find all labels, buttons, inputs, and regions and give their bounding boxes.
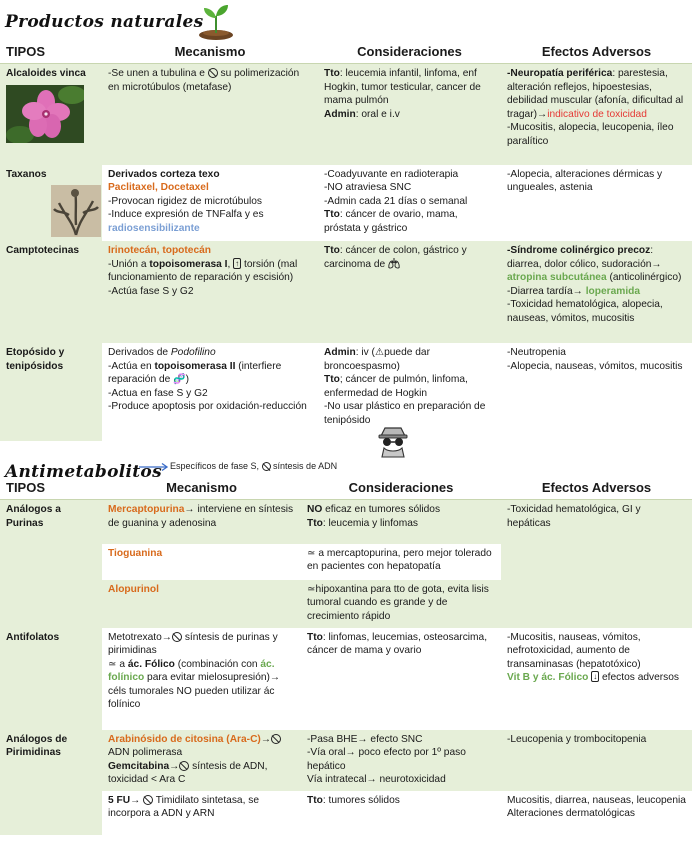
text: -Produce apoptosis por oxidación-reducción [108, 401, 307, 413]
row-consideraciones [301, 730, 501, 791]
text: ≃ a [108, 658, 128, 670]
text: : linfomas, leucemias, osteosarcima, cáncer de mama y ovario [307, 631, 488, 657]
block-icon [262, 462, 271, 471]
text: NO [307, 504, 323, 515]
text: loperamida [585, 285, 641, 297]
row-consideraciones [301, 500, 501, 544]
text: : leucemia infantil, linfoma, enf Hogkin, tumor testicular, cancer de mama pulmón [324, 68, 481, 107]
text: ; cáncer de pulmón, linfoma, enfermedad de Hogkin [324, 374, 468, 399]
text: Específicos de fase S, [170, 461, 262, 471]
text: -Induce expresión de TNFalfa y es [108, 209, 264, 221]
row-efectos [501, 165, 692, 242]
row-mecanismo [102, 580, 301, 628]
row-tipo: Antifolatos [0, 628, 102, 730]
text: Admin [324, 347, 356, 359]
text: Derivados de [108, 347, 171, 359]
header-efectos: Efectos Adversos [501, 476, 692, 500]
text: Admin [324, 108, 356, 120]
section-title-antimetabolitos: Antimetabolitos [5, 462, 162, 482]
tipo-label: Taxanos [6, 168, 47, 180]
text: Podofilino [170, 347, 216, 359]
header-mecanismo: Mecanismo [102, 476, 301, 500]
header-consideraciones: Consideraciones [318, 40, 501, 64]
sprout-icon [196, 2, 236, 40]
text: -Actúa fase S y G2 [108, 285, 194, 297]
row-efectos [501, 64, 692, 165]
productos-naturales-table [0, 40, 692, 441]
text: -Mucositis, alopecia, leucopenia, íleo paralítico [507, 122, 674, 147]
row-mecanismo [102, 165, 318, 242]
row-consideraciones [301, 628, 501, 730]
text: -Neuropatía periférica [507, 68, 613, 79]
tree-figure-image [51, 185, 101, 237]
text: Tto [307, 517, 323, 529]
text: (anticolinérgico) [606, 272, 682, 284]
row-tipo [0, 165, 102, 242]
header-tipos: TIPOS [0, 40, 102, 64]
antimetabolitos-table [0, 476, 692, 835]
text: → [260, 733, 272, 745]
text: : iv ( [355, 347, 375, 359]
text: eficaz en tumores sólidos [322, 504, 441, 515]
row-mecanismo [102, 791, 301, 835]
text: : cáncer de ovario, mama, próstata y gástrico [324, 209, 458, 234]
text: -Pasa BHE→ efecto SNC [307, 733, 423, 745]
table-row [0, 343, 692, 441]
row-efectos [501, 628, 692, 730]
row-consideraciones: ≃ a mercaptopurina, pero mejor tolerado en pacientes con hepatopatía [301, 544, 501, 580]
row-consideraciones [301, 791, 501, 835]
text: Paclitaxel, Docetaxel [108, 182, 209, 194]
text: -Neutropenia [507, 347, 566, 359]
text: -Actua en fase S y G2 [108, 387, 208, 399]
text: Mercaptopurina [108, 504, 185, 515]
text: -Alopecia, alteraciones dérmicas y unguеales, astenia [507, 168, 663, 194]
text: Tto [324, 68, 340, 79]
text: topoisomerasa I [149, 258, 228, 270]
header-tipos: TIPOS [0, 476, 102, 500]
row-tipo: Análogos a Purinas [0, 500, 102, 628]
text: Vía intratecal→ neurotoxicidad [307, 774, 446, 786]
text: : leucemia y linfomas [322, 517, 418, 529]
arrow-line [138, 462, 170, 472]
text: puede dar broncoespasmo) [324, 347, 430, 372]
text: Arabinósido de citosina (Ara-C) [108, 733, 261, 745]
header-efectos: Efectos Adversos [501, 40, 692, 64]
text: -Actúa en [108, 360, 155, 372]
row-consideraciones: ≃hipoxantina para tto de gota, evita lisis tumoral cuando es grande y de crecimiento rápido [301, 580, 501, 628]
row-efectos: -Toxicidad hematológica, GI y hepáticas [501, 500, 692, 628]
header-consideraciones: Consideraciones [301, 476, 501, 500]
text: Irinotecán, topotecán [108, 245, 212, 257]
row-mecanismo [102, 730, 301, 791]
text: síntesis de ADN, toxicidad < Ara C [108, 760, 268, 786]
table-row [0, 730, 692, 791]
row-consideraciones [318, 241, 501, 343]
text: ADN polimerasa [108, 747, 183, 759]
table-row [0, 628, 692, 730]
text: -Mucositis, nauseas, vómitos, nefrotoxicidad, aumento de transaminasas (hepatotóxico) [507, 631, 641, 670]
text: radiosensibilizante [108, 222, 200, 234]
row-consideraciones [318, 165, 501, 242]
text: Tioguanina [108, 547, 163, 559]
row-efectos: -Leucopenia y trombocitopenia [501, 730, 692, 791]
table-row [0, 500, 692, 544]
text: torsión (mal funcionamiento de reparación y escisión) [108, 258, 298, 284]
row-efectos [501, 241, 692, 343]
text: -Unión a [108, 258, 150, 270]
text: Tto [324, 245, 340, 257]
text: -Diarrea tardía→ [507, 285, 586, 297]
text: síntesis de purinas y pirimidinas [108, 631, 278, 657]
row-mecanismo [102, 544, 301, 580]
text: -Admin cada 21 días o semanal [324, 195, 468, 207]
text: : cáncer de colon, gástrico y carcinoma de [324, 245, 467, 270]
text: Alopurinol [108, 583, 159, 595]
text: su polimerización en microtúbulos (metafase) [108, 68, 300, 93]
row-consideraciones [318, 64, 501, 165]
text: Tto [324, 209, 340, 221]
text: -Vía oral→ poco efecto por 1º paso hepático [307, 747, 466, 772]
text: -NO atraviesa SNC [324, 182, 412, 194]
block-icon [172, 632, 182, 642]
text: -Alopecia, nauseas, vómitos, mucositis [507, 360, 683, 372]
text: 5 FU [108, 794, 131, 806]
table-row [0, 165, 692, 242]
row-tipo: Camptotecinas [0, 241, 102, 343]
row-mecanismo [102, 343, 318, 441]
table-row [0, 791, 692, 835]
block-icon [179, 761, 189, 771]
text: ác. Fólico [127, 658, 175, 670]
text: (interfiere reparación de [108, 360, 282, 386]
text: (combinación con [174, 658, 261, 670]
text: : parestesia, alteración reflejos, hipoestesias, debilidad muscular (afonía, dificultad al tragar)→ [507, 68, 684, 120]
text: -Provocan rigidez de microtúbulos [108, 195, 263, 207]
text: ác. folínico [108, 658, 275, 684]
table-row [0, 241, 692, 343]
text: Vit B y ác. Fólico [507, 672, 589, 684]
text: -Coadyuvante en radioterapia [324, 168, 459, 180]
arrow-up-box-icon: ↑ [235, 258, 240, 268]
block-icon [271, 734, 281, 744]
text: → [130, 794, 141, 806]
text: atropina subcutánea [507, 272, 607, 284]
text: Tto [324, 374, 340, 386]
text: Gemcitabina [108, 760, 170, 772]
section-note [170, 461, 337, 471]
row-tipo: Análogos de Pirimidinas [0, 730, 102, 835]
section-title-productos: Productos naturales [5, 12, 204, 32]
text: Derivados corteza texo [108, 168, 220, 180]
text: topoisomerasa II [154, 360, 236, 372]
text: , [227, 258, 234, 270]
text: Tto [307, 794, 323, 806]
text: -Se unen a tubulina e [108, 68, 208, 79]
row-tipo: Etopósido y tenipósidos [0, 343, 102, 441]
lungs-icon [388, 258, 400, 269]
text: → [169, 760, 180, 772]
warning-icon: ⚠ [374, 347, 385, 359]
text: síntesis de ADN [270, 461, 338, 471]
tipo-label: Alcaloides vinca [6, 68, 86, 79]
table-row [0, 64, 692, 165]
dna-icon: 🧬 [173, 374, 186, 386]
text: para evitar mielosupresión)→ céls tumorales NO pueden utilizar ác folínico [108, 672, 281, 711]
row-efectos: Mucositis, diarrea, nauseas, leucopenia Alteraciones dermatológicas [501, 791, 692, 835]
text: : diarrea, dolor cólico, sudoración→ [507, 245, 662, 270]
block-icon [143, 795, 153, 805]
block-icon [208, 68, 218, 78]
row-efectos [501, 343, 692, 441]
spy-icon [376, 424, 410, 458]
text: efectos adversos [599, 672, 680, 684]
text: -Toxicidad hematológica, alopecia, nauseas, vómitos, mucositis [507, 299, 663, 325]
row-tipo [0, 64, 102, 165]
text: Metotrexato→ [108, 631, 172, 643]
row-mecanismo [102, 628, 301, 730]
text: : tumores sólidos [322, 794, 400, 806]
text: → interviene en síntesis de guanina y adenosina [108, 504, 294, 529]
text: indicativo de toxicidad [547, 108, 647, 120]
row-mecanismo [102, 64, 318, 165]
text: -No usar plástico en preparación de tenipósido [324, 401, 486, 427]
row-mecanismo [102, 241, 318, 343]
text: Tto [307, 631, 323, 643]
text: -Síndrome colinérgico precoz [507, 245, 651, 257]
header-mecanismo: Mecanismo [102, 40, 318, 64]
row-mecanismo [102, 500, 301, 544]
text: Timidilato sintetasa, se incorpora a ADN y ARN [108, 794, 259, 820]
text: : oral e i.v [355, 108, 400, 120]
text: ) [185, 374, 189, 386]
arrow-down-box-icon: ↓ [593, 672, 598, 682]
flower-image [6, 85, 84, 143]
